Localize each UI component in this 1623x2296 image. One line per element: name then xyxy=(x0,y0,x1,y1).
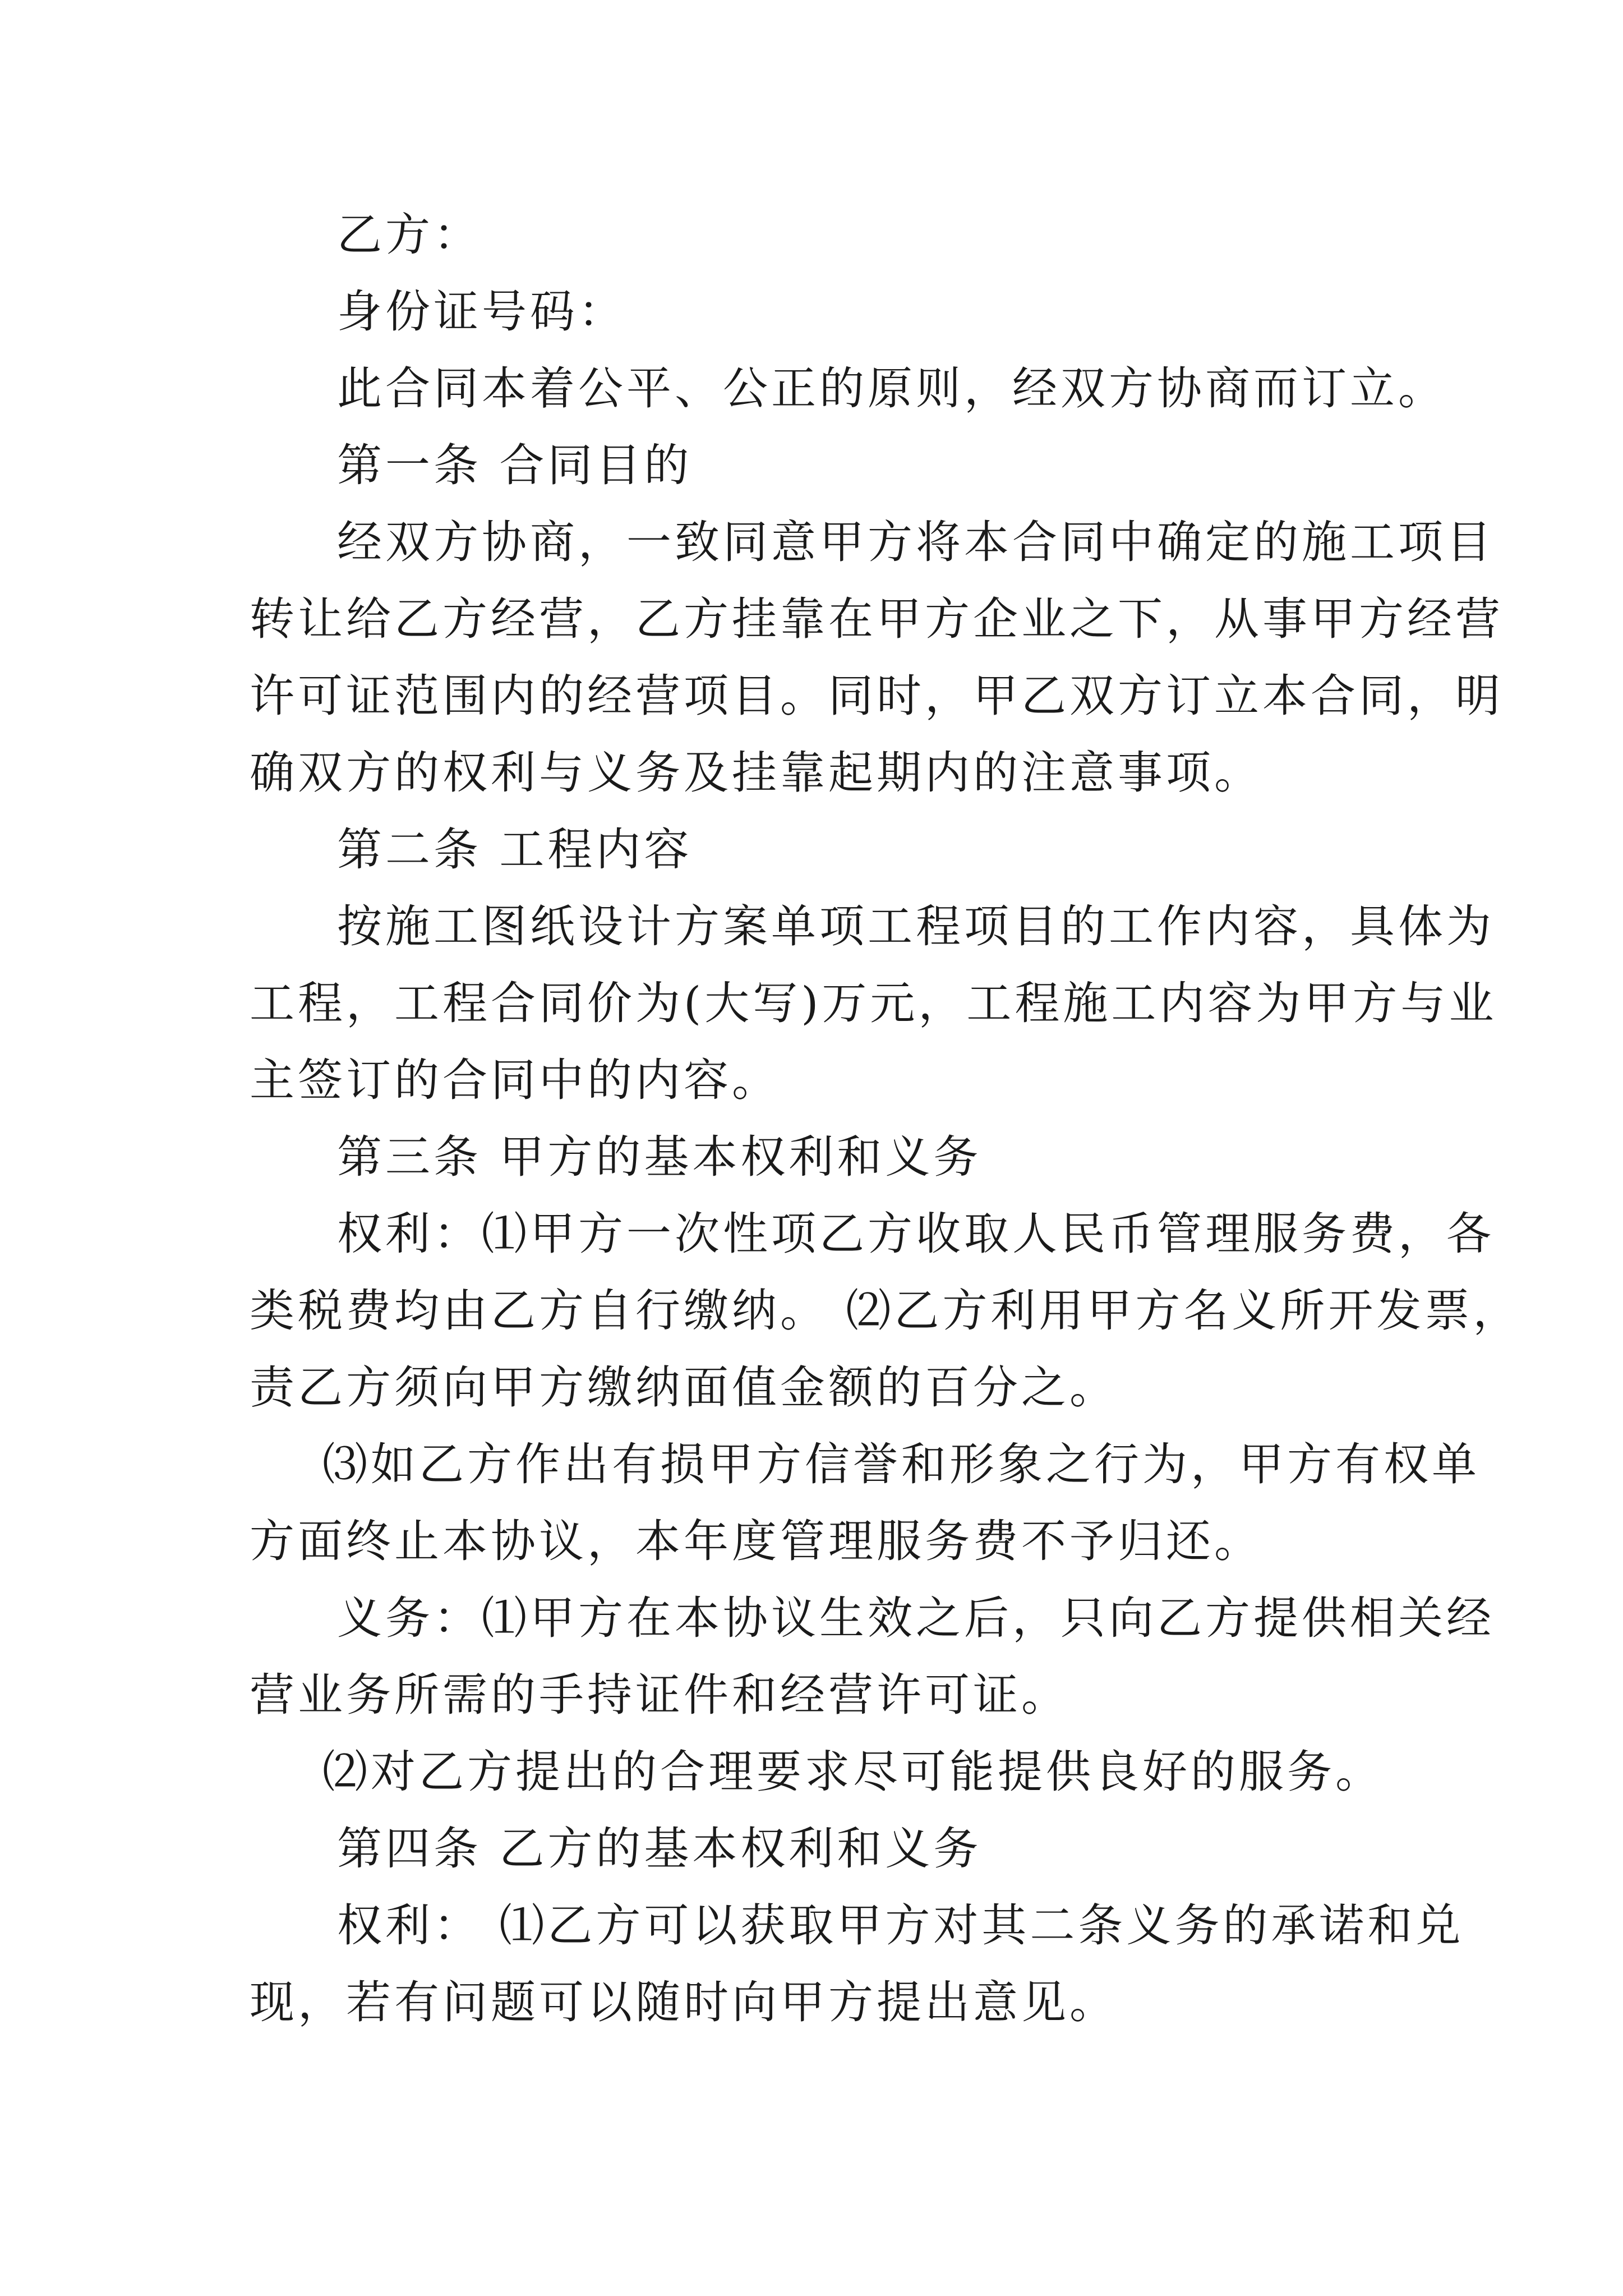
article-1-text-line: 转让给乙方经营，乙方挂靠在甲方企业之下，从事甲方经营 xyxy=(250,593,1504,645)
id-number-label: 身份证号码： xyxy=(337,286,626,338)
article-1-text-line: 经双方协商，一致同意甲方将本合同中确定的施工项目 xyxy=(337,516,1495,568)
article-3-obligations-line: 义务：⑴甲方在本协议生效之后，只向乙方提供相关经 xyxy=(337,1592,1495,1644)
article-3-rights-line: 责乙方须向甲方缴纳面值金额的百分之。 xyxy=(250,1361,1118,1414)
article-3-obligations-line: 营业务所需的手持证件和经营许可证。 xyxy=(250,1669,1069,1721)
article-2-text-line: 按施工图纸设计方案单项工程项目的工作内容，具体为 xyxy=(337,900,1495,953)
article-3-rights-line: 类税费均由乙方自行缴纳。 ⑵乙方利用甲方名义所开发票， xyxy=(250,1285,1521,1337)
article-3-obligations-line: ⑵对乙方提出的合理要求尽可能提供良好的服务。 xyxy=(322,1746,1384,1798)
article-4-rights-line: 现，若有问题可以随时向甲方提出意见。 xyxy=(250,1976,1118,2028)
article-3-rights-line: 方面终止本协议，本年度管理服务费不予归还。 xyxy=(250,1515,1262,1567)
party-b-label: 乙方： xyxy=(337,209,482,261)
contract-body xyxy=(250,196,1521,2041)
article-2-text-line: 主签订的合同中的内容。 xyxy=(250,1054,780,1106)
article-2-text-line: 工程，工程合同价为(大写)万元，工程施工内容为甲方与业 xyxy=(250,977,1497,1029)
article-4-rights-line: 权利： ⑴乙方可以获取甲方对其二条义务的承诺和兑 xyxy=(337,1899,1464,1952)
article-3-rights-line: 权利：⑴甲方一次性项乙方收取人民币管理服务费，各 xyxy=(337,1208,1495,1260)
article-1-heading: 第一条 合同目的 xyxy=(337,439,693,491)
article-3-rights-line: ⑶如乙方作出有损甲方信誉和形象之行为，甲方有权单 xyxy=(322,1438,1480,1490)
article-1-text-line: 许可证范围内的经营项目。同时，甲乙双方订立本合同，明 xyxy=(250,670,1504,722)
article-4-heading: 第四条 乙方的基本权利和义务 xyxy=(337,1823,982,1875)
article-2-heading: 第二条 工程内容 xyxy=(337,823,693,876)
article-3-heading: 第三条 甲方的基本权利和义务 xyxy=(337,1131,982,1183)
article-1-text-line: 确双方的权利与义务及挂靠起期内的注意事项。 xyxy=(250,747,1262,799)
preamble-paragraph: 此合同本着公平、公正的原则，经双方协商而订立。 xyxy=(337,362,1446,415)
